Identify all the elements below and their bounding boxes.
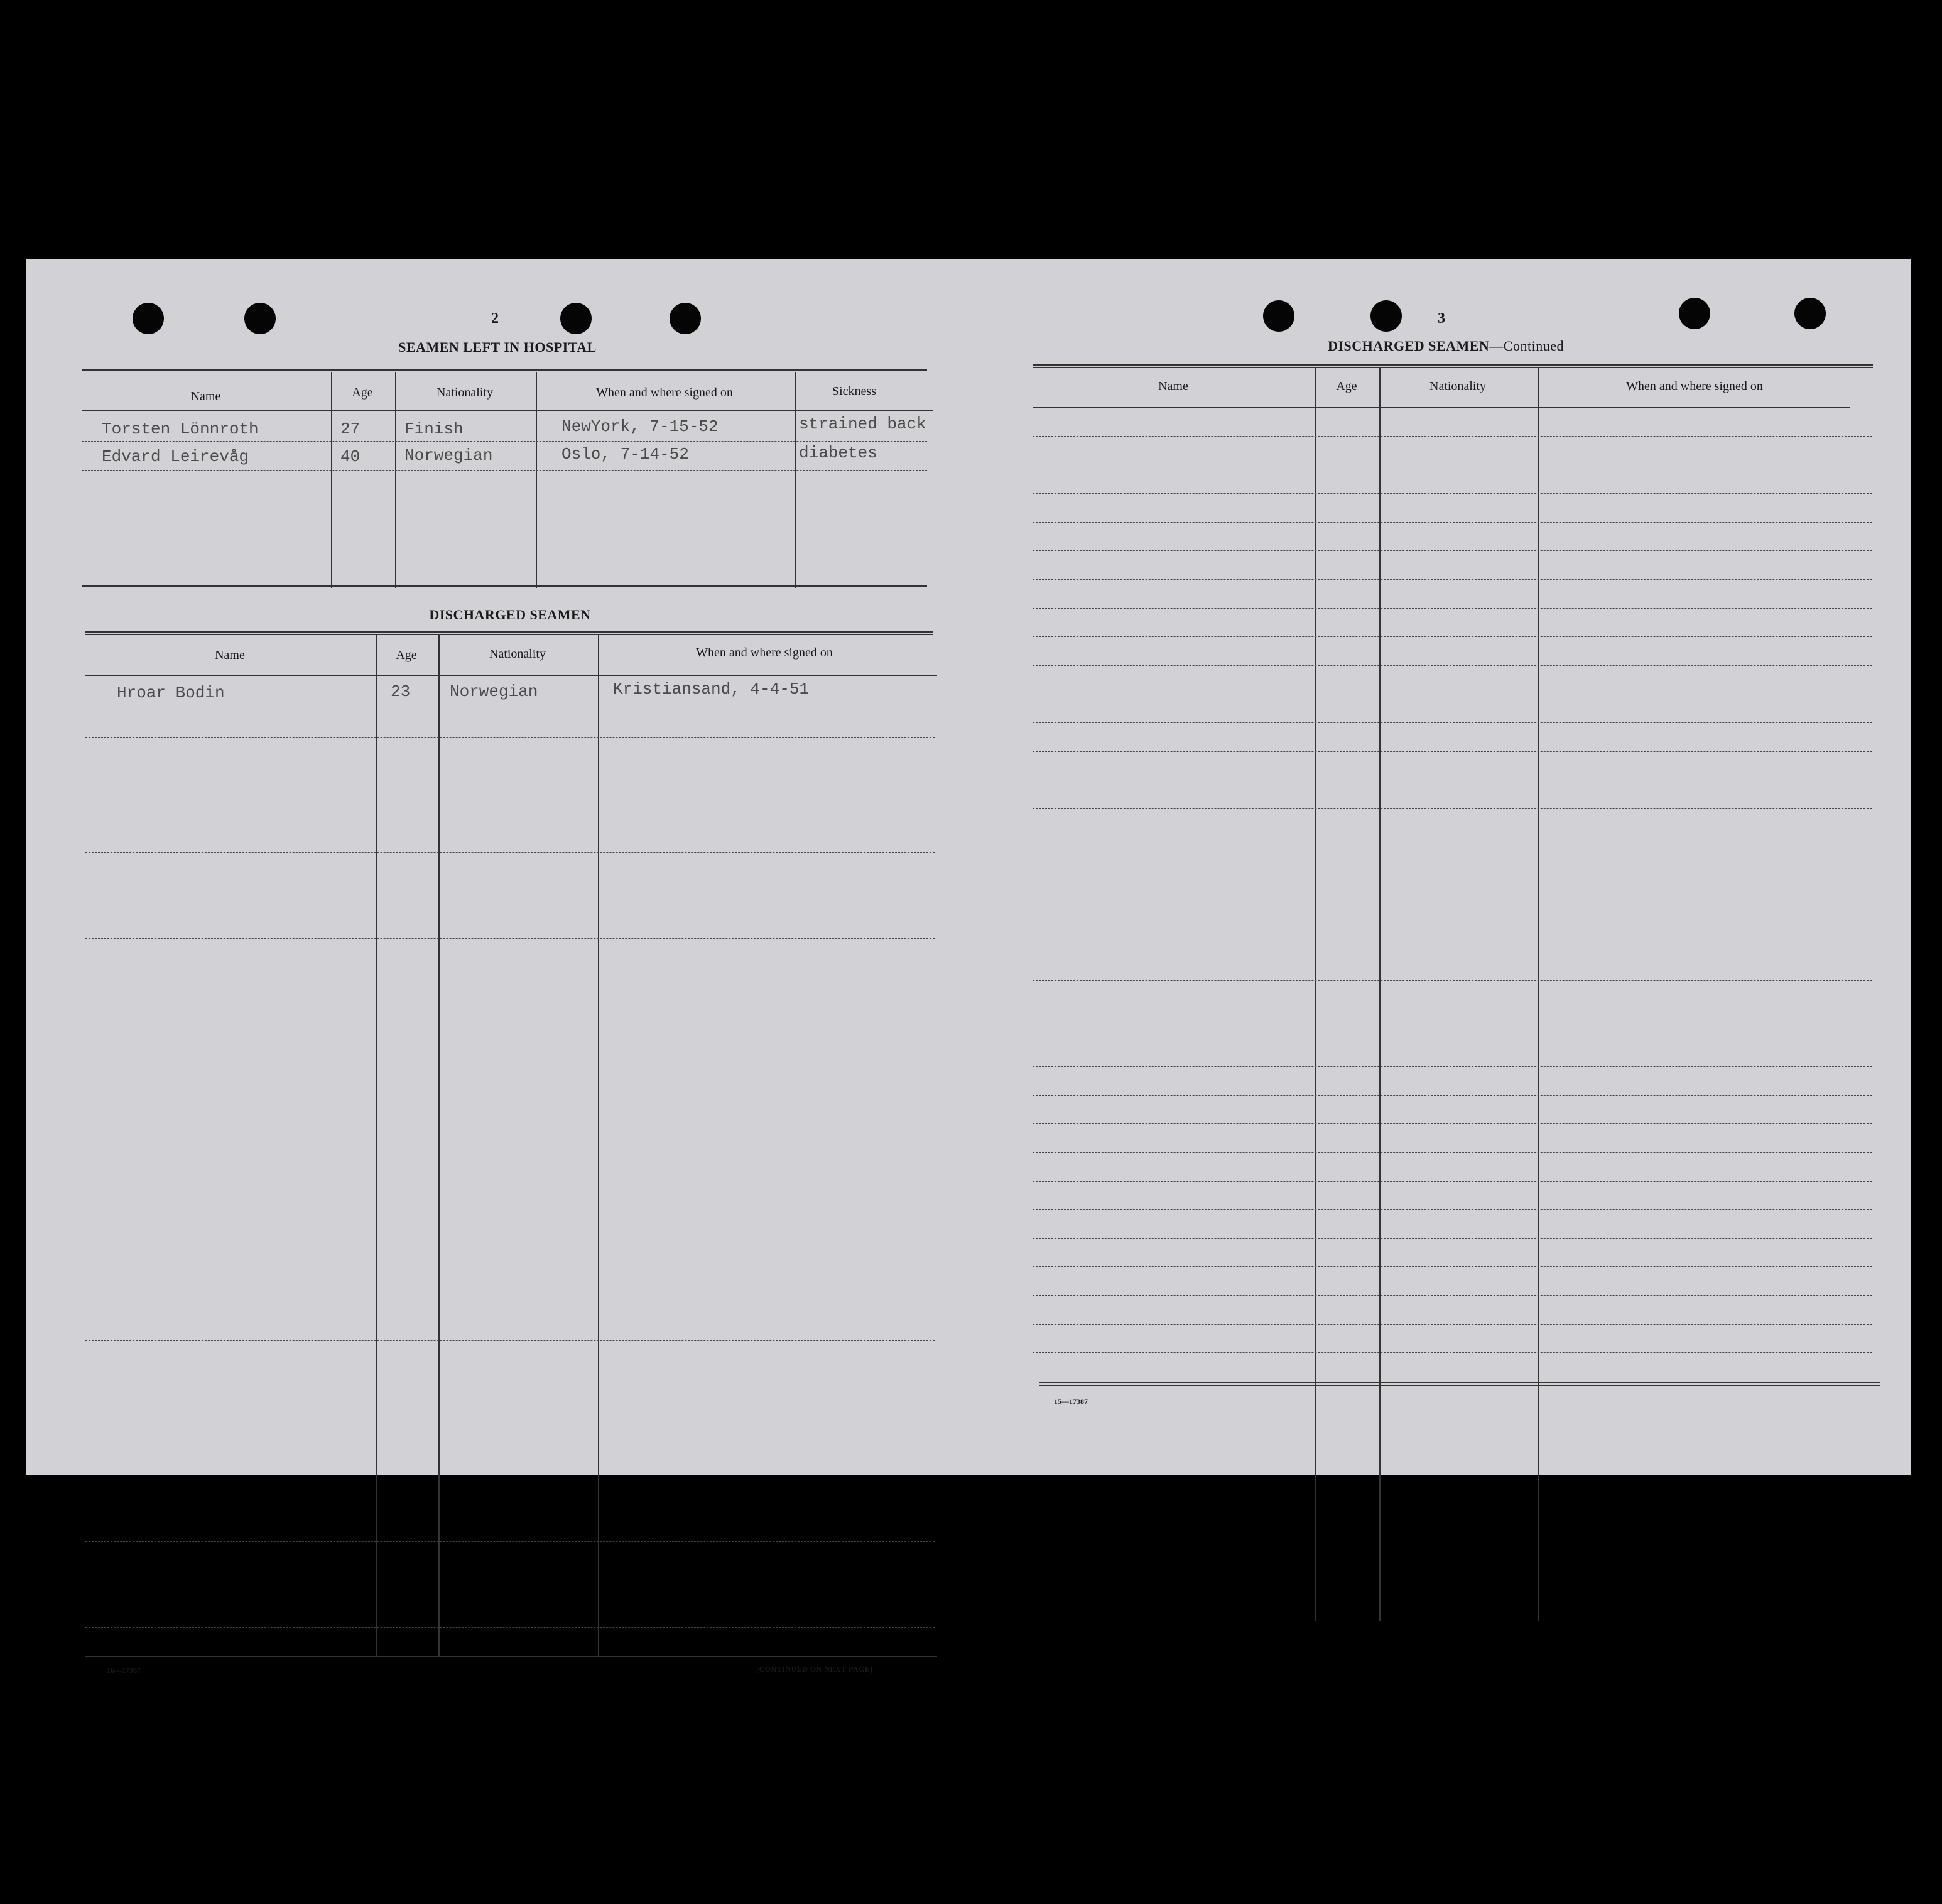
right-col-sep: [1538, 367, 1539, 1621]
ledger-row-line: [1033, 636, 1872, 637]
discharged-header-name: Name: [215, 648, 245, 662]
punch-hole: [560, 303, 592, 334]
hospital-row-1-nationality: Finish: [404, 420, 464, 438]
ledger-row-line: [1033, 493, 1872, 494]
ledger-row-line: [85, 737, 935, 738]
page-number-right: 3: [1438, 310, 1445, 327]
ledger-row-line: [1033, 550, 1872, 551]
right-bottom-rule: [1039, 1382, 1880, 1386]
punch-hole: [244, 303, 276, 334]
discharged-title: DISCHARGED SEAMEN: [429, 607, 591, 623]
right-top-rule: [1033, 364, 1873, 368]
right-header-age: Age: [1336, 379, 1357, 393]
hospital-row-1-name: Torsten Lönnroth: [102, 420, 259, 438]
hospital-col-sep: [395, 372, 396, 588]
discharged-continued-title: [1270, 338, 1622, 354]
hospital-row-2-age: 40: [340, 447, 361, 466]
discharged-col-sep: [598, 634, 599, 1656]
discharged-top-rule: [85, 631, 933, 635]
hospital-row-line: [82, 470, 927, 471]
ledger-row-line: [1033, 1066, 1872, 1067]
ledger-row-line: [1033, 1152, 1872, 1153]
continued-note: [CONTINUED ON NEXT PAGE]: [756, 1665, 873, 1673]
discharged-continued-title-suffix: —Continued: [1489, 338, 1564, 354]
form-number-left: 16—17387: [107, 1666, 141, 1675]
right-header-rule: [1033, 407, 1850, 408]
hospital-col-sep: [536, 372, 537, 588]
hospital-row-1-age: 27: [340, 420, 361, 438]
ledger-row-line: [1033, 722, 1872, 723]
punch-hole: [133, 303, 164, 334]
right-header-name: Name: [1158, 379, 1188, 393]
hospital-row-2-name: Edvard Leirevåg: [102, 447, 249, 466]
hospital-row-2-nationality: Norwegian: [404, 446, 493, 465]
ledger-row-line: [85, 1627, 935, 1628]
ledger-row-line: [1033, 665, 1872, 666]
hospital-header-signed-on: When and where signed on: [596, 386, 733, 400]
punch-hole: [1679, 298, 1710, 329]
hospital-header-nationality: Nationality: [437, 386, 493, 400]
right-header-nationality: Nationality: [1429, 379, 1486, 393]
form-number-right: 15—17387: [1054, 1397, 1088, 1406]
ledger-row-line: [1033, 1238, 1872, 1239]
discharged-row-1-name: Hroar Bodin: [117, 683, 225, 702]
ledger-row-line: [85, 852, 935, 853]
hospital-header-age: Age: [352, 386, 373, 400]
hospital-header-name: Name: [190, 389, 221, 403]
hospital-row-2-sickness: diabetes: [799, 443, 877, 462]
hospital-header-rule: [82, 410, 933, 411]
discharged-bottom-rule: [85, 1656, 937, 1657]
page-number-left: 2: [491, 310, 499, 327]
right-col-sep: [1379, 367, 1381, 1621]
ledger-row-line: [1033, 808, 1872, 809]
hospital-col-sep: [331, 372, 332, 588]
ledger-row-line: [1033, 1266, 1872, 1267]
right-header-signed-on: When and where signed on: [1626, 379, 1763, 393]
ledger-row-line: [85, 938, 935, 939]
discharged-col-sep: [438, 634, 440, 1656]
punch-hole: [1263, 300, 1294, 332]
ledger-row-line: [1033, 1209, 1872, 1210]
form-paper: [26, 259, 1911, 1675]
ledger-row-line: [1033, 1095, 1872, 1096]
hospital-header-sickness: Sickness: [832, 384, 876, 398]
discharged-header-signed-on: When and where signed on: [696, 646, 833, 660]
discharged-header-age: Age: [396, 648, 417, 662]
hospital-col-sep: [795, 372, 796, 588]
ledger-row-line: [1033, 751, 1872, 752]
punch-hole: [1794, 298, 1826, 329]
hospital-bottom-rule: [82, 585, 927, 587]
discharged-col-sep: [376, 634, 377, 1656]
ledger-row-line: [1033, 608, 1872, 609]
hospital-top-rule: [82, 369, 927, 373]
ledger-row-line: [1033, 579, 1872, 580]
ledger-row-line: [85, 1541, 935, 1542]
discharged-row-1-age: 23: [391, 682, 411, 701]
ledger-row-line: [1033, 1352, 1872, 1353]
hospital-row-line: [82, 441, 927, 442]
punch-hole: [1370, 300, 1402, 332]
discharged-row-1-signed-on: Kristiansand, 4-4-51: [613, 680, 810, 699]
hospital-row-1-signed-on: NewYork, 7-15-52: [561, 417, 719, 436]
ledger-row-line: [1033, 1324, 1872, 1325]
discharged-header-nationality: Nationality: [489, 647, 546, 661]
discharged-row-1-nationality: Norwegian: [450, 682, 538, 701]
ledger-row-line: [1033, 1181, 1872, 1182]
discharged-continued-title-main: DISCHARGED SEAMEN: [1328, 338, 1490, 354]
discharged-header-rule: [85, 675, 937, 676]
ledger-row-line: [85, 1340, 935, 1341]
hospital-row-1-sickness: strained back: [799, 415, 926, 433]
ledger-row-line: [1033, 1123, 1872, 1124]
ledger-row-line: [1033, 522, 1872, 523]
punch-hole: [670, 303, 701, 334]
right-col-sep: [1315, 367, 1316, 1621]
ledger-row-line: [1033, 1295, 1872, 1296]
hospital-title: SEAMEN LEFT IN HOSPITAL: [398, 339, 597, 355]
ledger-row-line: [1033, 980, 1872, 981]
hospital-row-2-signed-on: Oslo, 7-14-52: [561, 445, 689, 464]
ledger-row-line: [1033, 436, 1872, 437]
